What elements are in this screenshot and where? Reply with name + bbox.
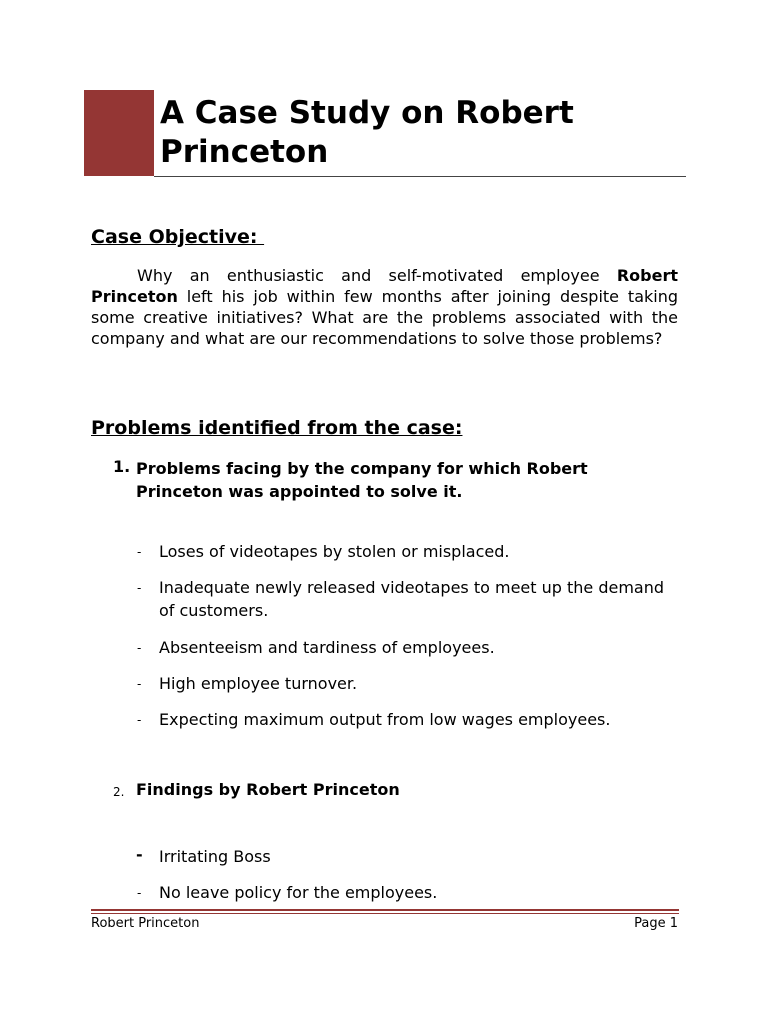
problems-heading: Problems identified from the case: xyxy=(91,417,463,439)
list-number-2: 2. xyxy=(113,785,125,799)
footer-author: Robert Princeton xyxy=(91,916,200,931)
bullet-dash: - xyxy=(137,713,142,727)
case-objective-paragraph xyxy=(91,265,678,349)
footer-divider-thick xyxy=(91,909,679,911)
document-title: A Case Study on Robert Princeton xyxy=(160,95,574,170)
list-number-1: 1. xyxy=(113,457,131,476)
bullet-dash: - xyxy=(137,641,142,655)
case-objective-bold-name: Robert Princeton xyxy=(91,266,678,306)
bullet-dash: - xyxy=(137,581,142,595)
list-item: Irritating Boss xyxy=(159,847,271,866)
footer-page-number: Page 1 xyxy=(634,916,678,931)
bullet-dash: - xyxy=(137,677,142,691)
case-objective-text-end: left his job within few months after joining despite taking some creative initiatives? What are the problems associated with the company and what are our recommendations to solve those problems? xyxy=(91,287,678,348)
list-item-1-title: Problems facing by the company for which Robert Princeton was appointed to solve it. xyxy=(136,459,588,501)
title-divider xyxy=(154,176,686,177)
list-item: No leave policy for the employees. xyxy=(159,883,438,902)
list-item-2-title: Findings by Robert Princeton xyxy=(136,780,400,799)
list-item: Absenteeism and tardiness of employees. xyxy=(159,638,495,657)
bullet-dash: - xyxy=(137,545,142,559)
case-objective-heading: Case Objective: xyxy=(91,226,265,248)
list-item: High employee turnover. xyxy=(159,674,358,693)
bullet-dash: - xyxy=(137,886,142,900)
list-item: Expecting maximum output from low wages employees. xyxy=(159,710,611,729)
bullet-dash: - xyxy=(136,845,143,864)
title-accent-block xyxy=(84,90,154,176)
case-objective-text-start: Why an enthusiastic and self-motivated employee xyxy=(137,266,617,285)
list-item: Loses of videotapes by stolen or misplaced. xyxy=(159,542,510,561)
footer-divider-thin xyxy=(91,913,679,914)
list-item: Inadequate newly released videotapes to meet up the demand of customers. xyxy=(159,578,665,620)
